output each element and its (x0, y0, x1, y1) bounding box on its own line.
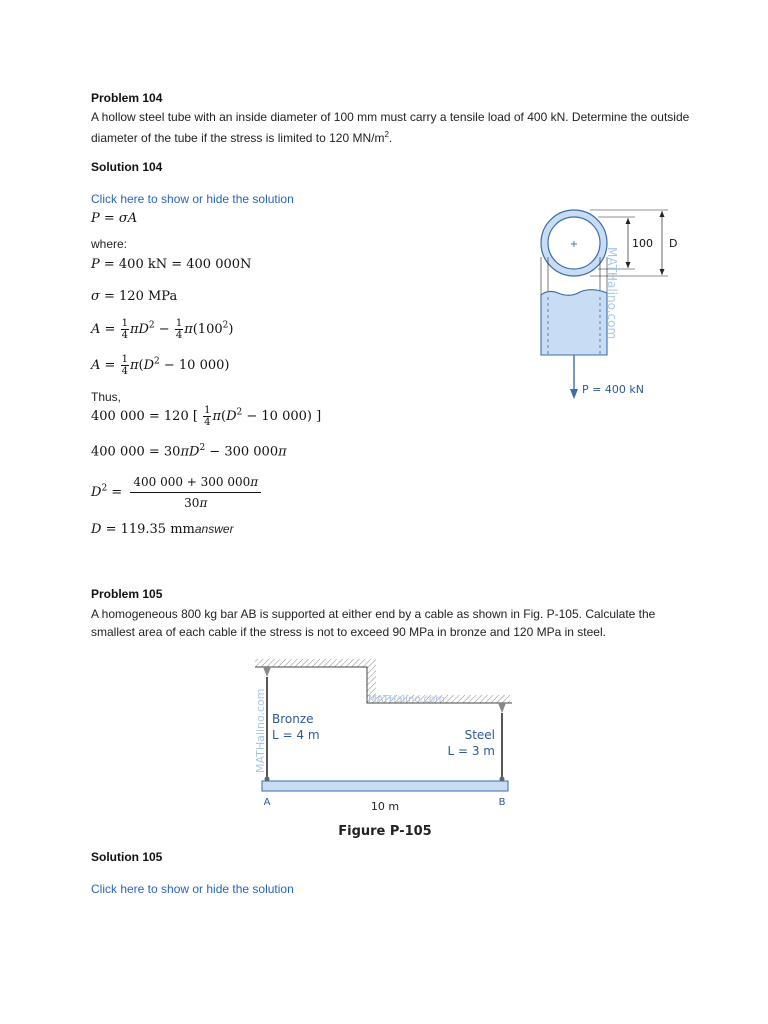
span-label: 10 m (370, 800, 400, 813)
steel-label: Steel (464, 728, 495, 742)
bar-ab (262, 781, 508, 791)
load-label: P = 400 kN (582, 383, 644, 396)
figure-105-watermark-side: MATHalino.com (254, 688, 267, 773)
tube-body (541, 290, 607, 355)
equation-p-value: P = 400 kN = 400 000N (91, 257, 252, 272)
tube-center-mark: + (569, 239, 579, 250)
figure-104-watermark: MATHalino.com (605, 247, 619, 340)
equation-expanded: 400 $000 = 30\pi D^2 - 300$ 000π (91, 443, 287, 460)
problem-104-text-main: A hollow steel tube with an inside diameter of 100 mm must carry a tensile load of 400 kN. Determine the outside diameter of the tube if the stress is limited to 120 MN/m (91, 110, 690, 145)
equation-p-sigma-a: P = σA (91, 211, 138, 226)
solution-105-heading: Solution 105 (91, 850, 163, 864)
dim-inner-label: 100 (632, 237, 653, 250)
problem-104-text (91, 108, 691, 147)
equation-substitution: 400 000 = 120 [ $\frac{1}{4}$ $\pi(D^2 - 10$ 000) ] (91, 405, 322, 428)
load-arrow-head (570, 389, 578, 399)
dim-outer-arrow-bottom (660, 269, 665, 275)
ceiling-hatch-left (255, 659, 376, 667)
bronze-cable-top-support (263, 667, 271, 677)
answer-label: answer (194, 522, 234, 536)
dim-inner-arrow-top (626, 218, 631, 224)
dim-outer-arrow-top (660, 211, 665, 217)
problem-104-text-end: . (388, 131, 393, 145)
point-a-label: A (263, 797, 271, 808)
problem-104-heading: Problem 104 (91, 91, 163, 105)
equation-d-squared: $D^2$ = $\frac{400 000 + 300 000\pi}{30\pi}$ (91, 474, 261, 511)
point-b-label: B (498, 797, 506, 808)
figure-105-caption: Figure P-105 (338, 824, 432, 839)
figure-104-tube (530, 205, 690, 405)
solution-104-heading: Solution 104 (91, 160, 163, 174)
equation-sigma-value: σ = 120 MPa (91, 289, 178, 304)
equation-answer: D = 119.35 mmanswer (91, 522, 234, 537)
thus-label: Thus, (91, 390, 122, 404)
problem-104-text-superscript: 2 (384, 130, 389, 139)
answer-unit: mm (170, 522, 195, 537)
dim-outer-label: D (669, 237, 678, 250)
where-label: where: (91, 237, 128, 251)
figure-105-watermark-top: MATHalino.com (368, 694, 445, 705)
equation-area: A = $\frac{1}{4}$ $\pi D^2$ − $\frac{1}{4}$ $\pi(100^2)$ (91, 318, 234, 341)
toggle-solution-104-link[interactable]: Click here to show or hide the solution (91, 192, 294, 206)
toggle-solution-105-link[interactable]: Click here to show or hide the solution (91, 882, 294, 896)
equation-area-simplified: A = $\frac{1}{4}$ $\pi(D^2 - 10$ 000) (91, 354, 230, 377)
bronze-label: Bronze (272, 712, 314, 726)
dim-inner-arrow-bottom (626, 262, 631, 268)
steel-cable-top-support (498, 703, 506, 713)
bronze-length-label: L = 4 m (272, 728, 320, 742)
problem-105-text: A homogeneous 800 kg bar AB is supported at either end by a cable as shown in Fig. P-105. Calculate the smallest area of each cable if the stress is not to exceed 90 MPa in bronze and 120 MPa in steel. (91, 607, 656, 639)
problem-105-heading: Problem 105 (91, 587, 163, 601)
steel-length-label: L = 3 m (447, 744, 495, 758)
ceiling-hatch-step (367, 667, 376, 696)
figure-p105 (250, 655, 520, 850)
